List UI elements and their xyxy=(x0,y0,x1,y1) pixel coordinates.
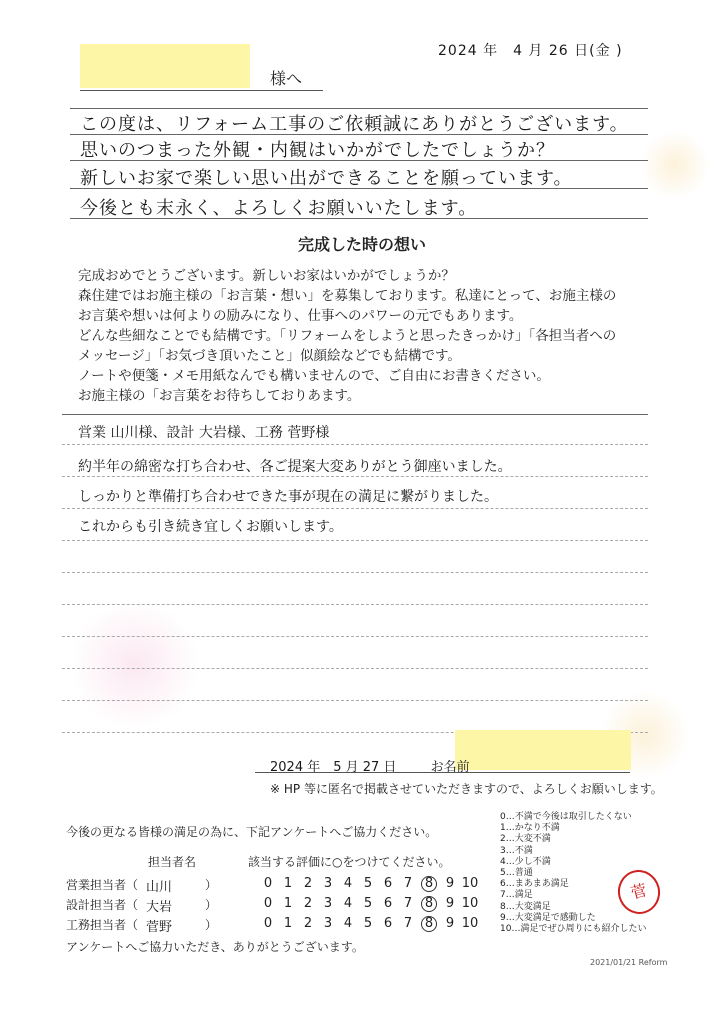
row-close: ） xyxy=(205,918,218,932)
addressee-underline xyxy=(80,90,323,91)
ruled-line xyxy=(62,604,648,605)
rating-option[interactable]: 6 xyxy=(383,876,393,891)
ruled-line xyxy=(70,218,648,219)
legend-item: 10…満足でぜひ周りにも紹介したい xyxy=(500,924,647,935)
row-label: 設計担当者（ xyxy=(66,898,139,912)
staff-name: 山川 xyxy=(146,880,173,895)
row-label: 営業担当者（ xyxy=(66,878,139,892)
rating-scale xyxy=(258,876,480,892)
rating-option[interactable]: 7 xyxy=(403,896,413,911)
signature-date: 2024 年 5 月 27 日 xyxy=(270,760,397,775)
comment-line: 営業 山川様、設計 大岩様、工務 菅野様 xyxy=(78,425,330,441)
comment-line: しっかりと準備打ち合わせできた事が現在の満足に繋がりました。 xyxy=(78,489,498,505)
rating-option[interactable]: 5 xyxy=(363,916,373,931)
rating-option[interactable]: 5 xyxy=(363,876,373,891)
legend-item: 9…大変満足で感動した xyxy=(500,912,596,923)
rating-option[interactable]: 9 xyxy=(445,876,455,891)
rating-option[interactable]: 2 xyxy=(303,916,313,931)
ruled-line xyxy=(70,188,648,189)
intro-line: 完成おめでとうございます。新しいお家はいかがでしょうか？ xyxy=(78,268,455,284)
letter-date: 2024 年 4 月 26 日(金 ) xyxy=(438,43,623,59)
header-evaluation: 該当する評価に○をつけてください。 xyxy=(248,855,451,869)
ruled-line xyxy=(62,476,648,477)
staff-name: 大岩 xyxy=(146,900,173,915)
rating-option[interactable]: 2 xyxy=(303,896,313,911)
intro-text xyxy=(78,266,658,406)
top-message-line: 思いのつまった外観・内観はいかがでしたでしょうか？ xyxy=(80,140,555,161)
intro-line: メッセージ」「お気づき頂いたこと」似顔絵などでも結構です。 xyxy=(78,348,461,364)
section-title: 完成した時の想い xyxy=(297,235,426,254)
intro-line: どんな些細なことでも結構です。「リフォームをしようと思ったきっかけ」「各担当者への xyxy=(78,328,617,344)
rating-option[interactable]: 2 xyxy=(303,876,313,891)
legend-item: 1…かなり不満 xyxy=(500,823,560,834)
ruled-line xyxy=(62,700,648,701)
seal-stamp: 菅 xyxy=(613,865,665,918)
rating-option[interactable]: 8 xyxy=(421,916,437,932)
rating-option[interactable]: 10 xyxy=(461,896,479,911)
name-label: お名前 xyxy=(430,760,470,775)
rating-scale xyxy=(258,916,480,932)
floral-decoration xyxy=(640,130,710,200)
rating-option[interactable]: 7 xyxy=(403,916,413,931)
rating-option[interactable]: 1 xyxy=(283,916,293,931)
rating-option[interactable]: 0 xyxy=(263,916,273,931)
rating-option[interactable]: 0 xyxy=(263,876,273,891)
rating-scale xyxy=(258,896,480,912)
row-close: ） xyxy=(205,878,218,892)
staff-name: 菅野 xyxy=(146,920,173,935)
ruled-line xyxy=(70,108,648,109)
legend-item: 8…大変満足 xyxy=(500,901,551,912)
rating-option[interactable]: 6 xyxy=(383,916,393,931)
rating-option[interactable]: 10 xyxy=(461,876,479,891)
name-redaction xyxy=(455,730,631,770)
rating-legend xyxy=(500,812,646,935)
rating-option[interactable]: 4 xyxy=(343,896,353,911)
top-message-line: この度は、リフォーム工事のご依頼誠にありがとうございます。 xyxy=(80,114,629,135)
rating-option[interactable]: 8 xyxy=(421,876,437,892)
rating-option[interactable]: 3 xyxy=(323,896,333,911)
rating-option[interactable]: 3 xyxy=(323,876,333,891)
legend-item: 0…不満で今後は取引したくない xyxy=(500,812,632,822)
rating-option[interactable]: 1 xyxy=(283,876,293,891)
ruled-line xyxy=(70,160,648,161)
ruled-line xyxy=(62,540,648,541)
ruled-line xyxy=(62,572,648,573)
top-message-line: 今後とも末永く、よろしくお願いいたします。 xyxy=(80,198,478,219)
intro-line: お言葉や想いは何よりの励みになり、仕事へのパワーの元でもあります。 xyxy=(78,308,523,324)
addressee-suffix: 様へ xyxy=(270,69,303,88)
intro-line: ノートや便箋・メモ用紙なんでも構いませんので、ご自由にお書きください。 xyxy=(78,368,550,384)
ruled-line xyxy=(62,668,648,669)
intro-line: 森住建ではお施主様の「お言葉・想い」を募集しております。私達にとって、お施主様の xyxy=(78,288,617,304)
rating-option[interactable]: 3 xyxy=(323,916,333,931)
survey-title: 今後の更なる皆様の満足の為に、下記アンケートへご協力ください。 xyxy=(66,825,438,839)
rating-option[interactable]: 0 xyxy=(263,896,273,911)
comment-line: これからも引き続き宜しくお願いします。 xyxy=(78,519,343,535)
rating-option[interactable]: 1 xyxy=(283,896,293,911)
survey-thanks: アンケートへご協力いただき、ありがとうございます。 xyxy=(66,940,364,954)
publish-note: ※ HP 等に匿名で掲載させていただきますので、よろしくお願いします。 xyxy=(270,782,663,796)
rating-option[interactable]: 6 xyxy=(383,896,393,911)
top-message-line: 新しいお家で楽しい思い出ができることを願っています。 xyxy=(80,168,573,189)
form-code: 2021/01/21 Reform xyxy=(590,958,668,967)
ruled-line xyxy=(62,508,648,509)
rating-option[interactable]: 5 xyxy=(363,896,373,911)
row-close: ） xyxy=(205,898,218,912)
intro-line: お施主様の「お言葉をお待ちしておりあます。 xyxy=(78,388,361,404)
rating-option[interactable]: 7 xyxy=(403,876,413,891)
legend-item: 2…大変不満 xyxy=(500,834,551,845)
addressee-redaction xyxy=(80,44,250,88)
header-staff-name: 担当者名 xyxy=(148,855,197,869)
rating-option[interactable]: 10 xyxy=(461,916,479,931)
rating-option[interactable]: 9 xyxy=(445,916,455,931)
rating-option[interactable]: 4 xyxy=(343,876,353,891)
row-label: 工務担当者（ xyxy=(66,918,139,932)
signature-underline xyxy=(255,772,630,773)
ruled-line xyxy=(62,414,648,415)
rating-option[interactable]: 4 xyxy=(343,916,353,931)
ruled-line xyxy=(62,636,648,637)
legend-item: 6…まあまあ満足 xyxy=(500,879,569,890)
legend-item: 5…普通 xyxy=(500,868,533,879)
floral-decoration xyxy=(70,600,200,730)
comment-line: 約半年の綿密な打ち合わせ、各ご提案大変ありがとう御座いました。 xyxy=(78,459,512,475)
ruled-line xyxy=(70,134,648,135)
legend-item: 3…不満 xyxy=(500,845,533,856)
ruled-line xyxy=(62,444,648,445)
rating-option[interactable]: 9 xyxy=(445,896,455,911)
rating-option[interactable]: 8 xyxy=(421,896,437,912)
legend-item: 7…満足 xyxy=(500,890,533,901)
legend-item: 4…少し不満 xyxy=(500,856,551,867)
